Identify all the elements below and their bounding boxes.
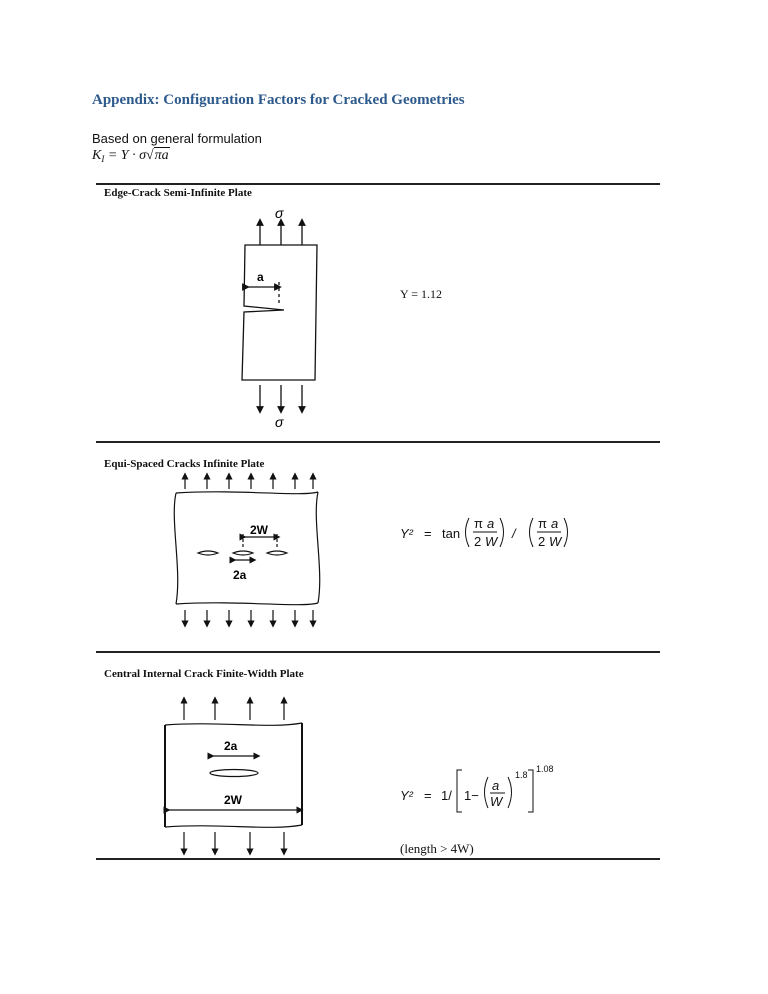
sigma-top-label: σ [275, 205, 284, 221]
eq3-one-over: 1/ [441, 788, 452, 803]
eq2-a-1: a [487, 516, 495, 531]
figure-central-crack [165, 700, 302, 852]
eq2-paren-left-1 [466, 518, 470, 547]
formula-rhs: = Y · σ [104, 148, 146, 163]
eq3-one-minus: 1− [464, 788, 479, 803]
plate-bottom-edge [165, 825, 302, 827]
eq2-pi-1: π [474, 516, 483, 531]
plate-bottom-edge [176, 603, 318, 605]
crack-width-label: 2a [233, 568, 247, 582]
formula-k: K [92, 148, 102, 163]
figure-equi-spaced-cracks [174, 476, 319, 624]
eq2-tan: tan [442, 526, 461, 541]
bottom-load-arrows [260, 385, 302, 410]
crack-right [267, 551, 287, 555]
length-condition-note: (length > 4W) [400, 841, 474, 856]
spacing-label: 2W [250, 523, 268, 537]
eq3-equals: = [424, 788, 432, 803]
plate-right-edge [316, 492, 319, 603]
eq2-paren-left-2 [530, 518, 534, 547]
crack-length-label: a [257, 270, 264, 284]
eq2-equals: = [424, 526, 432, 541]
equation-equi-spaced [400, 516, 568, 549]
intro-text: Based on general formulation [92, 131, 262, 146]
eq3-lhs: Y² [400, 788, 413, 803]
eq2-w-1: W [485, 534, 498, 549]
eq3-w: W [490, 794, 503, 809]
plate-top-edge [176, 492, 318, 494]
cracks [198, 551, 287, 555]
sigma-bottom-label: σ [275, 414, 284, 430]
crack-left [198, 551, 218, 555]
central-crack [210, 770, 258, 777]
top-load-arrows [184, 700, 284, 720]
eq3-bracket-left [457, 770, 462, 812]
plate-outline [242, 245, 317, 380]
crack-length-dimension [246, 282, 279, 304]
eq2-a-2: a [551, 516, 559, 531]
section-title-central-crack: Central Internal Crack Finite-Width Plate [104, 668, 304, 680]
plate-top-edge [165, 723, 302, 725]
eq3-paren-left [485, 777, 489, 808]
eq2-two-1: 2 [474, 534, 482, 549]
top-load-arrows [185, 476, 313, 489]
eq3-a: a [492, 778, 500, 793]
eq3-exp-inner: 1.8 [515, 770, 528, 780]
eq2-lhs: Y² [400, 526, 413, 541]
formula-sqrt-sign: √ [145, 148, 154, 163]
formula-root: πa [154, 148, 169, 163]
bottom-load-arrows [185, 610, 313, 624]
crack-center [233, 551, 253, 555]
section-title-edge-crack: Edge-Crack Semi-Infinite Plate [104, 187, 252, 199]
formula-k-subscript: I [101, 154, 105, 164]
eq3-exp-outer: 1.08 [536, 764, 554, 774]
page-heading: Appendix: Configuration Factors for Cracked Geometries [92, 92, 465, 108]
eq2-slash: / [512, 526, 516, 541]
eq2-paren-right-1 [500, 518, 504, 547]
equation-central-crack [400, 764, 554, 812]
figure-edge-crack [242, 222, 317, 410]
eq2-paren-right-2 [564, 518, 568, 547]
section-title-equi-spaced: Equi-Spaced Cracks Infinite Plate [104, 458, 265, 470]
crack-width-label: 2a [224, 739, 238, 753]
eq2-w-2: W [549, 534, 562, 549]
plate-left-edge [174, 493, 177, 604]
eq2-two-2: 2 [538, 534, 546, 549]
eq3-paren-right [508, 777, 512, 808]
bottom-load-arrows [184, 832, 284, 852]
eq3-bracket-right [528, 770, 533, 812]
eq2-pi-2: π [538, 516, 547, 531]
equation-edge-crack: Y = 1.12 [400, 287, 442, 301]
top-load-arrows [260, 222, 302, 245]
plate-width-label: 2W [224, 793, 242, 807]
